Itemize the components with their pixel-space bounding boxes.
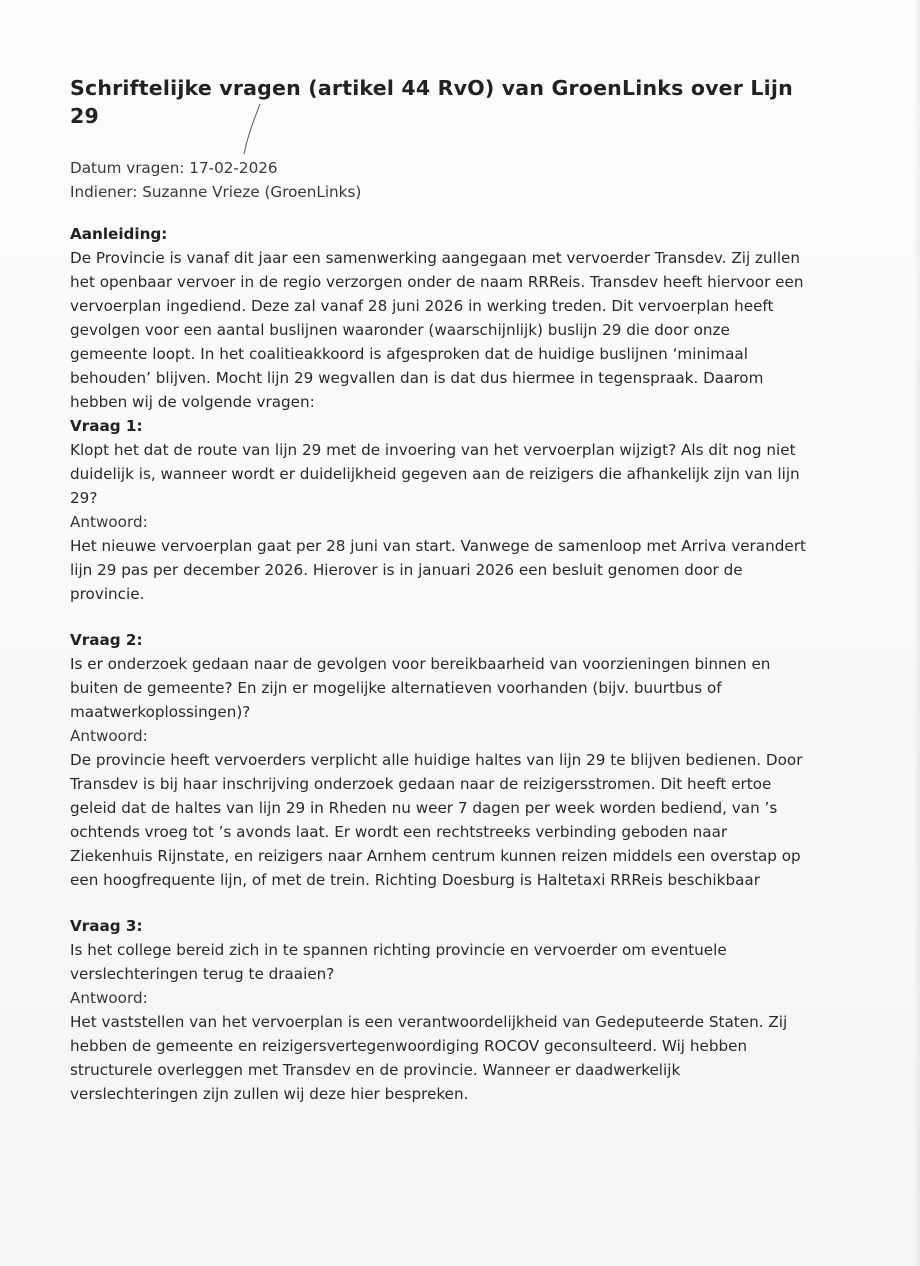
answer-1-label: Antwoord: — [70, 513, 148, 531]
answer-2-label: Antwoord: — [70, 727, 148, 745]
answer-3-label: Antwoord: — [70, 989, 148, 1007]
intro-section — [70, 222, 810, 414]
question-3-heading: Vraag 3: — [70, 917, 143, 935]
submitter-line: Indiener: Suzanne Vrieze (GroenLinks) — [70, 183, 362, 201]
scan-shadow-edge — [914, 0, 920, 1266]
question-3-text: Is het college bereid zich in te spannen richting provincie en vervoerder om eventuele verslechteringen terug te draaien? — [70, 941, 727, 983]
answer-3-text: Het vaststellen van het vervoerplan is een verantwoordelijkheid van Gedeputeerde Staten. Zij hebben de gemeente en reizigersvertegenwoordiging ROCOV geconsulteerd. Wij hebben structurele overleggen met Transdev en de provincie. Wanneer er daadwerkelijk verslechteringen zijn zullen wij deze hier bespreken. — [70, 1013, 788, 1103]
question-1-heading: Vraag 1: — [70, 417, 143, 435]
question-2-section — [70, 628, 810, 892]
question-1-section — [70, 414, 810, 606]
question-1-text: Klopt het dat de route van lijn 29 met de invoering van het vervoerplan wijzigt? Als dit nog niet duidelijk is, wanneer wordt er duidelijkheid gegeven aan de reizigers die afhankelijk zijn van lijn 29? — [70, 441, 800, 507]
question-3-section — [70, 914, 810, 1106]
question-2-text: Is er onderzoek gedaan naar de gevolgen voor bereikbaarheid van voorzieningen binnen en buiten de gemeente? En zijn er mogelijke alternatieven voorhanden (bijv. buurtbus of maatwerkoplossingen)? — [70, 655, 771, 721]
question-2-heading: Vraag 2: — [70, 631, 143, 649]
document-body — [70, 74, 810, 1106]
intro-heading: Aanleiding: — [70, 225, 168, 243]
answer-2-text: De provincie heeft vervoerders verplicht alle huidige haltes van lijn 29 te blijven bedienen. Door Transdev is bij haar inschrijving onderzoek gedaan naar de reizigersstromen. Dit heeft ertoe geleid dat de haltes van lijn 29 in Rheden nu weer 7 dagen per week worden bediend, van ’s ochtends vroeg tot ’s avonds laat. Er wordt een rechtstreeks verbinding geboden naar Ziekenhuis Rijnstate, en reizigers naar Arnhem centrum kunnen reizen middels een overstap op een hoogfrequente lijn, of met de trein. Richting Doesburg is Haltetaxi RRReis beschikbaar — [70, 751, 803, 889]
intro-text: De Provincie is vanaf dit jaar een samenwerking aangegaan met vervoerder Transdev. Zij zullen het openbaar vervoer in de regio verzorgen onder de naam RRReis. Transdev heeft hiervoor een vervoerplan ingediend. Deze zal vanaf 28 juni 2026 in werking treden. Dit vervoerplan heeft gevolgen voor een aantal buslijnen waaronder (waarschijnlijk) buslijn 29 die door onze gemeente loopt. In het coalitieakkoord is afgesproken dat de huidige buslijnen ‘minimaal behouden’ blijven. Mocht lijn 29 wegvallen dan is dat dus hiermee in tegenspraak. Daarom hebben wij de volgende vragen: — [70, 249, 804, 411]
date-line: Datum vragen: 17-02-2026 — [70, 159, 278, 177]
section-gap — [70, 606, 810, 628]
document-meta — [70, 156, 810, 204]
section-gap — [70, 892, 810, 914]
answer-1-text: Het nieuwe vervoerplan gaat per 28 juni van start. Vanwege de samenloop met Arriva verandert lijn 29 pas per december 2026. Hierover is in januari 2026 een besluit genomen door de provincie. — [70, 537, 806, 603]
document-title: Schriftelijke vragen (artikel 44 RvO) van GroenLinks over Lijn 29 — [70, 76, 793, 128]
